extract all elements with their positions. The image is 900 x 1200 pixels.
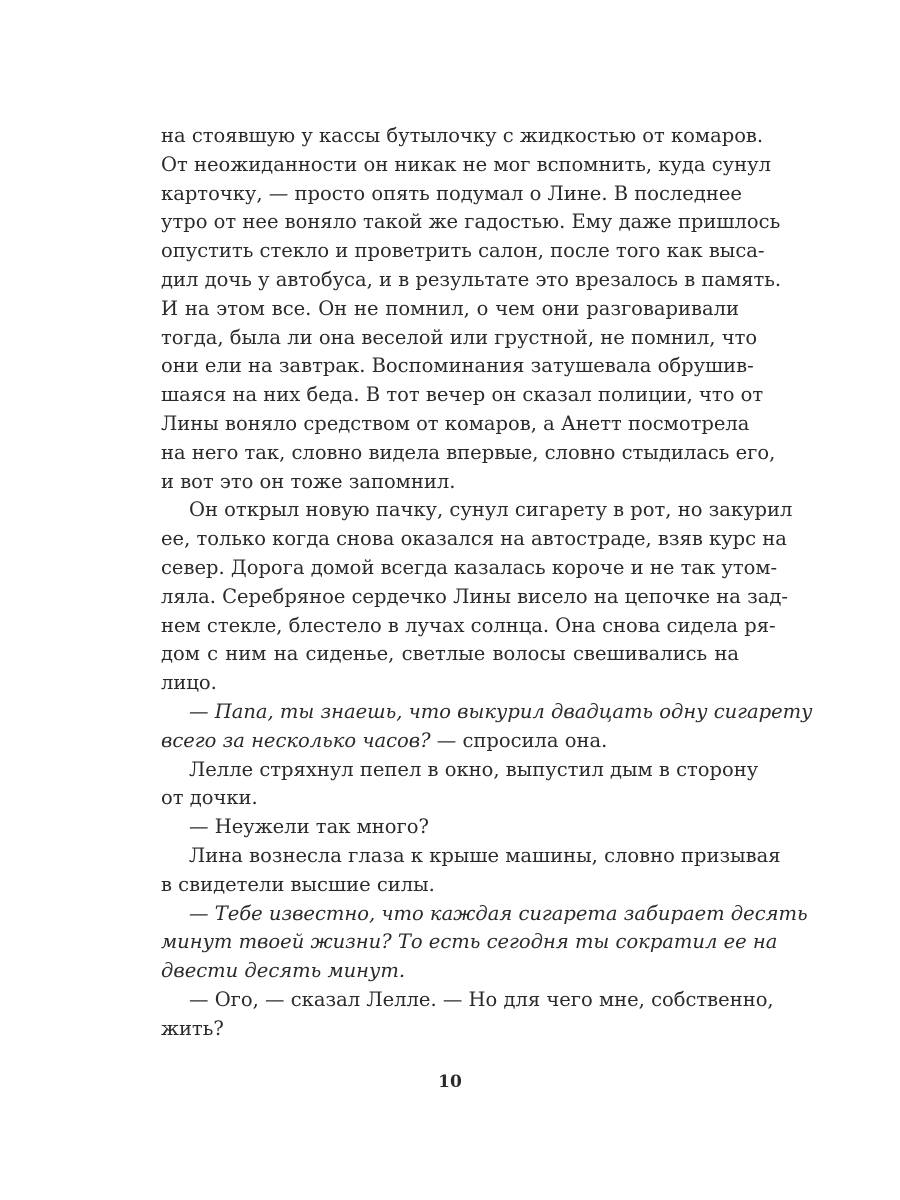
text-line: жить?	[161, 1016, 224, 1040]
text-line: на стоявшую у кассы бутылочку с жидкостью от комаров.	[161, 124, 764, 147]
text-line-italic: двести десять минут.	[161, 959, 406, 983]
text-line: дил дочь у автобуса, и в результате это врезалось в память.	[161, 267, 782, 291]
text-line: нем стекле, блестело в лучах солнца. Она снова сидела ря-	[161, 613, 776, 637]
text-line: утро от нее воняло такой же гадостью. Ему даже пришлось	[161, 210, 781, 234]
text-line: и вот это он тоже запомнил.	[161, 469, 456, 493]
text-line: И на этом все. Он не помнил, о чем они разговаривали	[161, 296, 739, 320]
body-text	[161, 122, 813, 1044]
text-line: опустить стекло и проветрить салон, после того как выса-	[161, 239, 765, 263]
text-line: от дочки.	[161, 786, 258, 810]
page-number: 10	[438, 1072, 462, 1092]
text-line: Лелле стряхнул пепел в окно, выпустил дым в сторону	[189, 757, 759, 781]
text-line: ляла. Серебряное сердечко Лины висело на цепочке на зад-	[161, 584, 788, 608]
regular-fragment: — спросила она.	[430, 728, 608, 752]
text-line: ее, только когда снова оказался на автостраде, взяв курс на	[161, 527, 787, 551]
text-line: тогда, была ли она веселой или грустной, не помнил, что	[161, 325, 758, 349]
text-line-mixed	[161, 727, 739, 756]
text-line: — Ого, — сказал Лелле. — Но для чего мне, собственно,	[189, 987, 774, 1011]
text-line-italic: — Папа, ты знаешь, что выкурил двадцать одну сигарету	[189, 699, 813, 723]
text-line: От неожиданности он никак не мог вспомнить, куда сунул	[161, 152, 771, 176]
text-line: они ели на завтрак. Воспоминания затушевала обрушив-	[161, 354, 754, 378]
italic-fragment: всего за несколько часов?	[161, 728, 431, 752]
text-line-italic: минут твоей жизни? То есть сегодня ты сократил ее на	[161, 930, 778, 954]
text-line: в свидетели высшие силы.	[161, 872, 435, 896]
text-line: лицо.	[161, 671, 217, 695]
text-line: — Неужели так много?	[189, 815, 429, 839]
text-line: Лина вознесла глаза к крыше машины, словно призывая	[189, 843, 781, 867]
text-line: карточку, — просто опять подумал о Лине. В последнее	[161, 181, 742, 205]
text-line: дом с ним на сиденье, светлые волосы свешивались на	[161, 642, 739, 666]
text-line: шаяся на них беда. В тот вечер он сказал полиции, что от	[161, 383, 764, 407]
text-line: на него так, словно видела впервые, словно стыдилась его,	[161, 440, 776, 464]
text-line: Он открыл новую пачку, сунул сигарету в рот, но закурил	[189, 498, 793, 522]
text-line-italic: — Тебе известно, что каждая сигарета забирает десять	[189, 901, 808, 925]
text-line: Лины воняло средством от комаров, а Анетт посмотрела	[161, 411, 750, 435]
text-line: север. Дорога домой всегда казалась короче и не так утом-	[161, 555, 778, 579]
